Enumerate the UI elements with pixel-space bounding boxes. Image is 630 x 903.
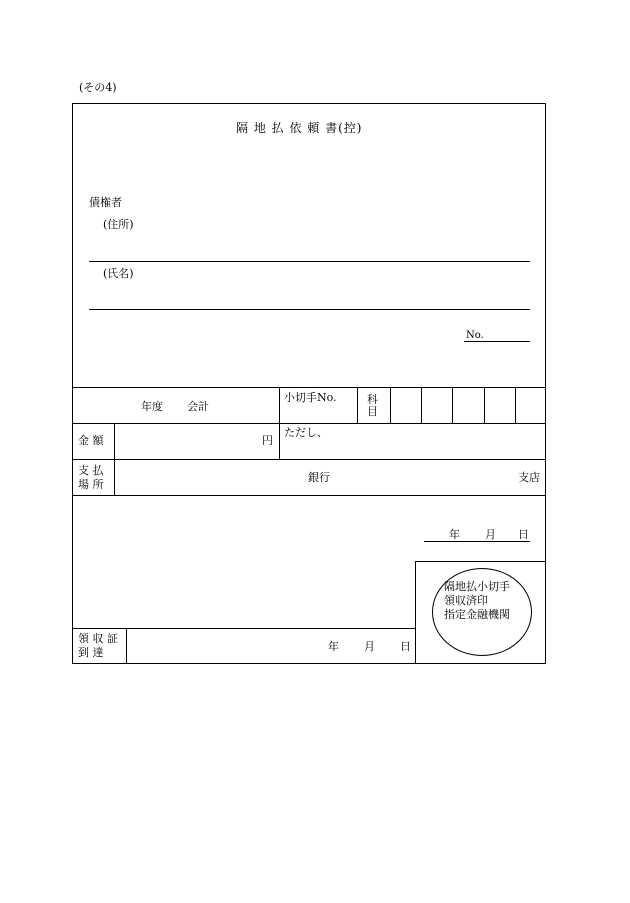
row-divider (72, 387, 546, 388)
stamp-text: 領収済印 (444, 594, 488, 607)
stamp-text: 隔地払小切手 (444, 580, 510, 593)
branch-label: 支店 (518, 471, 540, 484)
creditor-label: 債権者 (89, 196, 122, 209)
receipt-label: 到 達 (78, 646, 104, 659)
subject-cell-divider (515, 387, 516, 423)
receipt-day: 日 (400, 640, 411, 653)
column-divider (114, 423, 115, 495)
subject-cell-divider (484, 387, 485, 423)
address-label: (住所) (103, 218, 134, 231)
address-line[interactable] (89, 261, 530, 262)
subject-cell-divider (390, 387, 391, 423)
number-label: No. (466, 330, 484, 341)
bank-label: 銀行 (308, 471, 330, 484)
date-line[interactable] (424, 541, 530, 542)
section-label: (その4) (79, 81, 117, 94)
name-line[interactable] (89, 309, 530, 310)
proviso-label: ただし、 (284, 426, 328, 439)
subject-cell-divider (421, 387, 422, 423)
column-divider (126, 628, 127, 664)
date-year: 年 (449, 528, 460, 541)
date-month: 月 (485, 528, 496, 541)
subject-label: 科 目 (367, 393, 378, 418)
column-divider (279, 387, 280, 459)
date-day: 日 (518, 528, 529, 541)
payment-place-label: 支 払 (78, 464, 104, 477)
row-divider (72, 459, 546, 460)
amount-label: 金 額 (78, 434, 104, 447)
receipt-month: 月 (364, 640, 375, 653)
account-label: 会計 (187, 400, 209, 413)
subject-cell-divider (452, 387, 453, 423)
check-no-label: 小切手No. (284, 391, 337, 404)
number-line[interactable] (464, 341, 530, 342)
name-label: (氏名) (103, 267, 134, 280)
stamp-box-top (415, 561, 546, 562)
payment-place-label: 場 所 (78, 478, 104, 491)
stamp-text: 指定金融機関 (444, 608, 510, 621)
yen-label: 円 (262, 434, 273, 447)
column-divider (357, 387, 358, 423)
receipt-label: 領 収 証 (78, 632, 118, 645)
stamp-box-left (415, 561, 416, 664)
row-divider (72, 423, 546, 424)
receipt-year: 年 (328, 640, 339, 653)
fiscal-year-label: 年度 (141, 400, 163, 413)
form-title: 隔 地 払 依 頼 書(控) (236, 121, 363, 135)
row-divider (72, 628, 415, 629)
row-divider (72, 495, 546, 496)
